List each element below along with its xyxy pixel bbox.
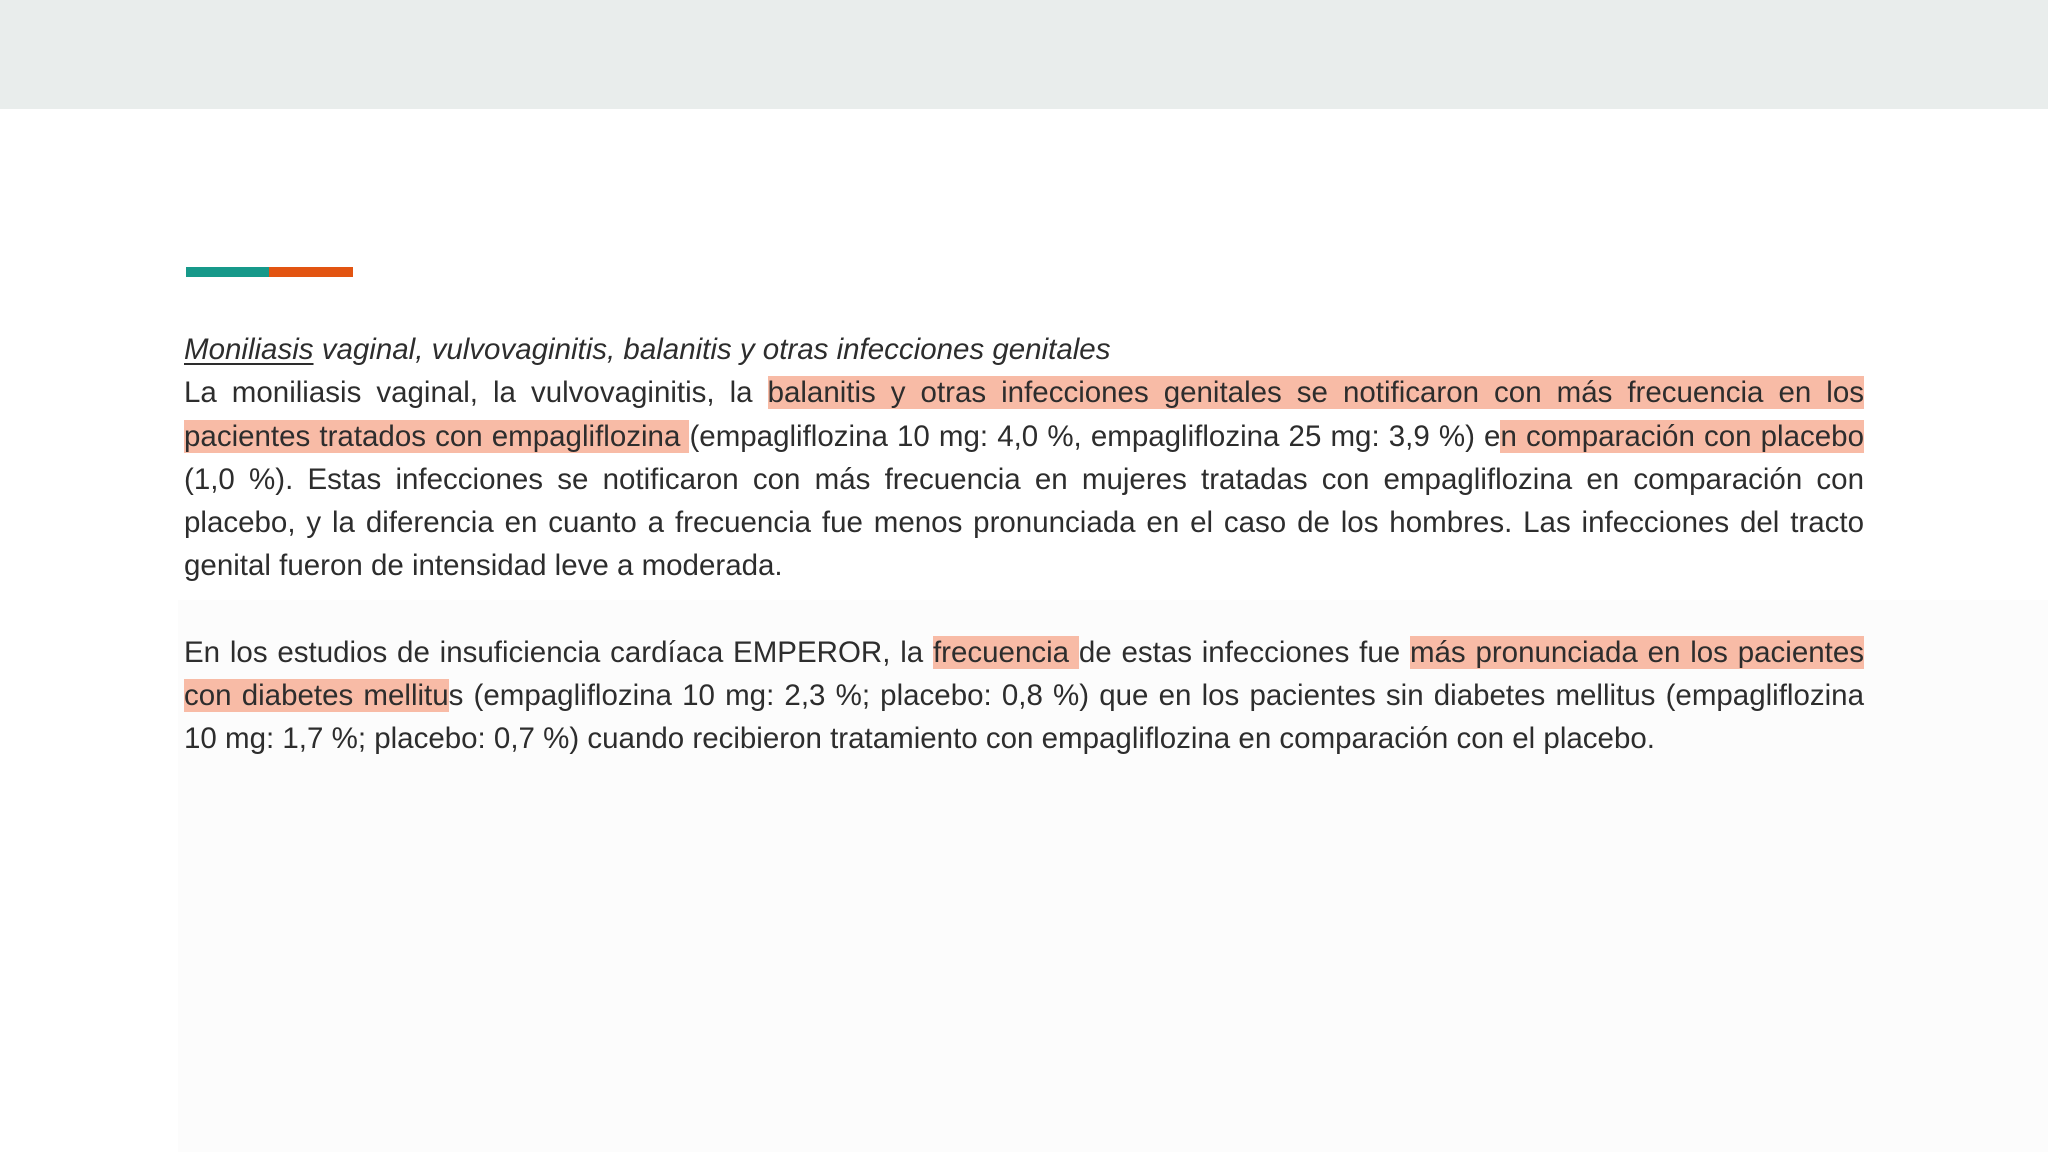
paragraph-2-text: de estas infecciones fue — [1078, 635, 1410, 669]
accent-bar — [186, 267, 353, 277]
paragraph-1-text: (empagliflozina 10 mg: 4,0 %, empagliflozina 25 mg: 3,9 %) e — [689, 419, 1501, 453]
section-heading — [184, 328, 1864, 371]
paragraph-2 — [184, 631, 1864, 761]
highlighted-text: n comparación con placebo — [1500, 419, 1864, 453]
accent-bar-teal — [186, 267, 269, 277]
heading-rest: vaginal, vulvovaginitis, balanitis y otras infecciones genitales — [313, 333, 1111, 366]
highlighted-text: más pronunciada en los pacientes con diabetes mellitu — [184, 635, 1865, 713]
paragraph-2-text: s (empagliflozina 10 mg: 2,3 %; placebo: 0,8 %) que en los pacientes sin diabetes mellitus (empagliflozina 10 mg: 1,7 %; placebo: 0,7 %) cuando recibieron tratamiento con empagliflozina en comparación con el placebo. — [184, 679, 1864, 756]
highlighted-text: frecuencia — [932, 635, 1079, 669]
body-text — [184, 328, 1864, 761]
heading-underlined-word: Moniliasis — [184, 333, 314, 366]
paragraph-2-text: En los estudios de insuficiencia cardíaca EMPEROR, la — [184, 635, 933, 669]
paragraph-1-text: (1,0 %). Estas infecciones se notificaron con más frecuencia en mujeres tratadas con empagliflozina en comparación con placebo, y la diferencia en cuanto a frecuencia fue menos pronunciada en el caso de los hombres. Las infecciones del tracto genital fueron de intensidad leve a moderada. — [184, 462, 1864, 583]
highlighted-text: balanitis y otras infecciones genitales se notificaron con más frecuencia en los pacientes tratados con empagliflozina — [184, 376, 1864, 453]
paragraph-1 — [184, 371, 1864, 587]
top-band — [0, 0, 2048, 109]
accent-bar-orange — [269, 267, 353, 277]
paragraph-1-text: La moniliasis vaginal, la vulvovaginitis, la — [184, 376, 768, 410]
